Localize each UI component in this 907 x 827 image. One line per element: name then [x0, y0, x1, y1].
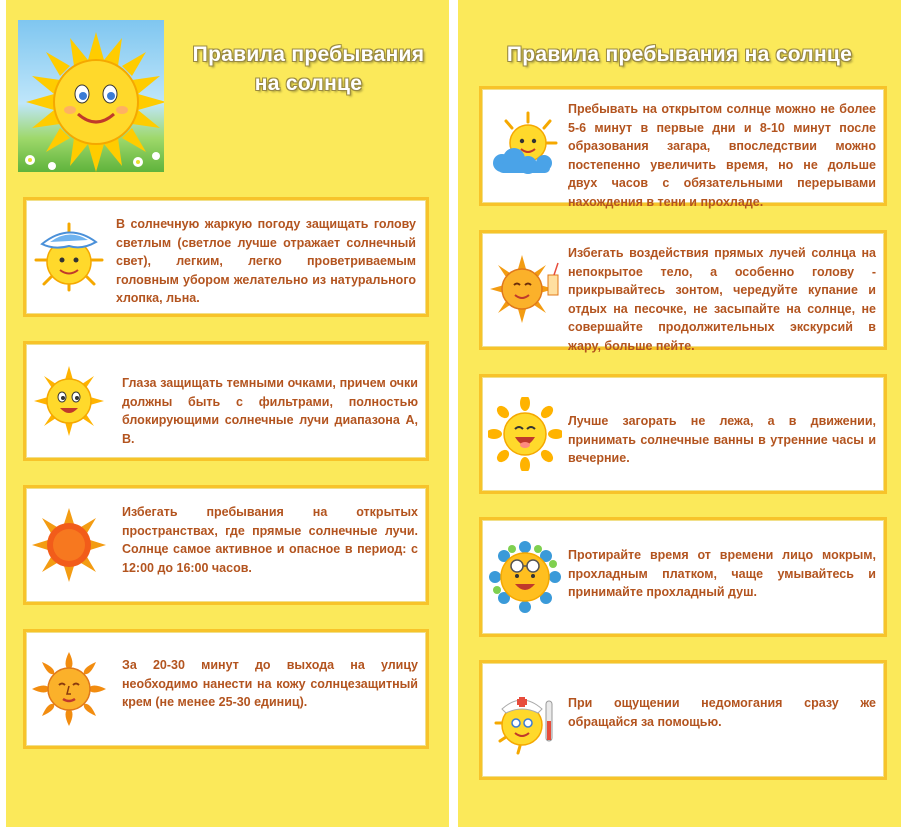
rule-card: [23, 341, 429, 461]
ornate-sun-face-icon: [32, 652, 106, 726]
smiling-sun-icon: [32, 364, 106, 438]
rule-text: Избегать воздействия прямых лучей солнца на непокрытое тело, а особенно голову - прикрывайтесь зонтом, чередуйте купание и отдых на песочке, не засыпайте на солнце, не совершайте продолжительных экскурсий в жару, больше пейте.: [568, 246, 876, 353]
sun-with-drink-icon: [488, 253, 562, 327]
rule-text: За 20-30 минут до выхода на улицу необходимо нанести на кожу солнцезащитный крем (не менее 25-30 единиц).: [122, 658, 418, 709]
rule-text: Глаза защищать темными очками, причем очки должны быть с фильтрами, полностью блокирующими солнечные лучи диапазона А, В.: [122, 376, 418, 446]
sun-with-cloud-icon: [488, 109, 562, 183]
rule-text: Протирайте время от времени лицо мокрым, прохладным платком, чаще умывайтесь и принимайте прохладный душ.: [568, 548, 876, 599]
rule-text: Избегать пребывания на открытых пространствах, где прямые солнечные лучи. Солнце самое активное и опасное в период: с 12:00 до 16:00 часов.: [122, 505, 418, 575]
sun-cartoon-image: [18, 20, 164, 172]
rule-card: [23, 485, 429, 605]
rule-text: В солнечную жаркую погоду защищать голову светлым (светлое лучше отражает солнечный свет), легким, легко проветриваемым головным убором желательно из натурального хлопка, льна.: [116, 217, 416, 305]
rule-card: [23, 629, 429, 749]
rule-card: [23, 197, 429, 317]
doctor-sun-icon: [488, 683, 562, 757]
rule-card: [479, 374, 887, 494]
sun-with-hat-icon: [32, 220, 106, 294]
left-panel: [6, 0, 449, 827]
right-panel: [458, 0, 901, 827]
rule-text: Лучше загорать не лежа, а в движении, принимать солнечные ванны в утренние часы и вечерние.: [568, 414, 876, 465]
rule-card: [479, 660, 887, 780]
sun-with-glasses-icon: [488, 540, 562, 614]
red-sun-icon: [32, 508, 106, 582]
right-panel-title: Правила пребывания на солнце: [506, 43, 853, 66]
rule-card: [479, 86, 887, 209]
rule-card: [479, 517, 887, 637]
rule-card: [479, 230, 887, 353]
title-line-2: на солнце: [254, 72, 363, 95]
rule-text: Пребывать на открытом солнце можно не более 5-6 минут в первые дни и 8-10 минут после образования загара, впоследствии можно постепенно увеличить время, но не дольше двух часов с обязательными перерывами нахождения в тени и прохладе.: [568, 102, 876, 209]
title-line-1: Правила пребывания: [192, 43, 425, 66]
panel-divider: [449, 0, 458, 827]
rule-text: При ощущении недомогания сразу же обращайся за помощью.: [568, 696, 876, 729]
laughing-sun-icon: [488, 397, 562, 471]
page-title: [166, 40, 451, 98]
